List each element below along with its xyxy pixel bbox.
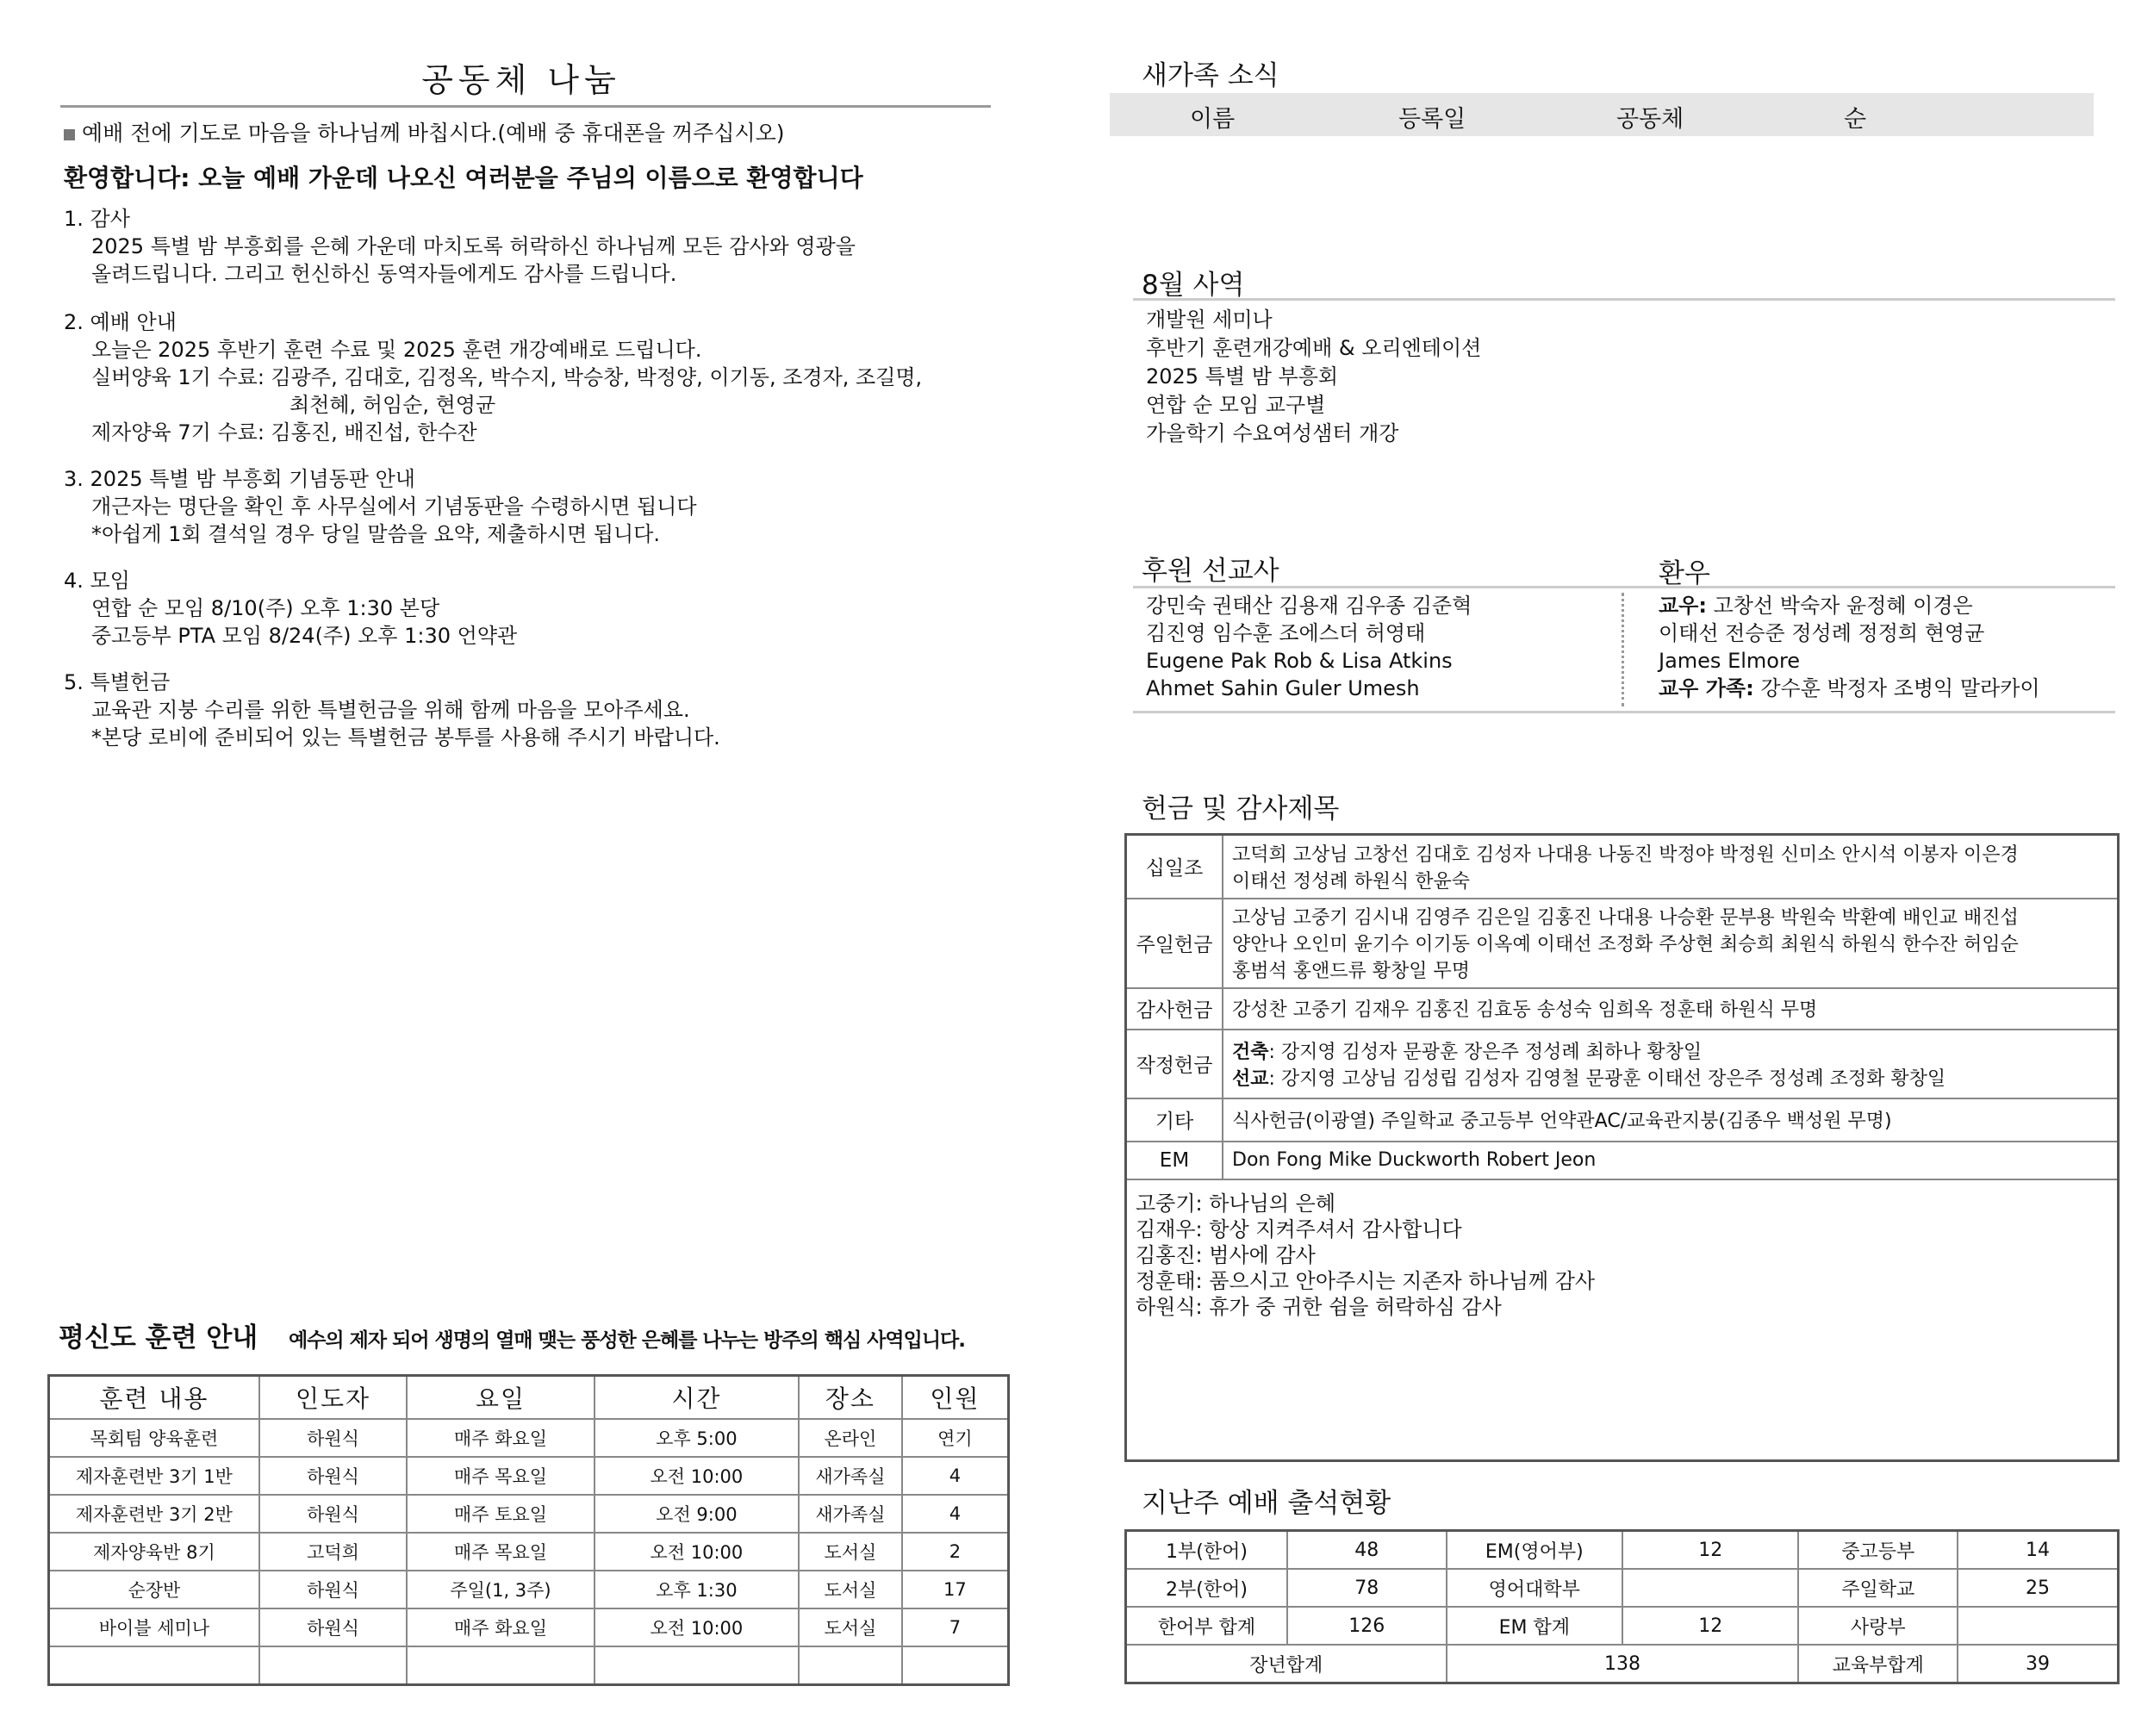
table-cell: 한어부 합계 [1126,1607,1287,1645]
table-cell: 새가족실 [799,1495,902,1533]
cell-line: 홍범석 홍앤드류 황창일 무명 [1232,961,1471,982]
announcement-line: 최천혜, 허임순, 현영균 [289,393,496,417]
table-cell: 제자훈련반 3기 2반 [49,1495,259,1533]
table-cell: 2부(한어) [1126,1569,1287,1607]
announcement-line: *아쉽게 1회 결석일 경우 당일 말씀을 요약, 제출하시면 됩니다. [91,522,660,546]
cell-line-text: : 강지영 고상님 김성립 김성자 김영철 문광훈 이태선 장은주 정성례 조정화 황창일 [1268,1067,1946,1090]
table-row [1126,988,2119,1030]
welcome-message: 환영합니다: 오늘 예배 가운데 나오신 여러분을 주님의 이름으로 환영합니다 [64,164,863,192]
list-item: 2025 특별 밤 부흥회 [1146,364,1339,389]
table-row [1126,1607,2119,1645]
list-item-text: 이태선 전승준 정성례 정정희 현영균 [1659,621,1985,645]
row-label: 주일헌금 [1126,899,1223,988]
section-divider [1133,711,2115,713]
table-cell: 순장반 [49,1571,259,1608]
column-header: 공동체 [1616,106,1684,133]
table-row [49,1419,1009,1457]
table-cell: 교육부합계 [1798,1645,1957,1683]
table-cell: 14 [1958,1531,2119,1570]
note-line: 정훈태: 품으시고 안아주시는 지존자 하나님께 감사 [1136,1268,1596,1293]
table-cell: 오전 10:00 [595,1608,799,1646]
table-cell: 중고등부 [1798,1531,1957,1570]
row-label: 감사헌금 [1126,988,1223,1030]
table-cell: 영어대학부 [1447,1569,1623,1607]
announcement-line: 2025 특별 밤 부흥회를 은혜 가운데 마치도록 허락하신 하나님께 모든 감사와 영광을 [91,234,856,258]
cell-line: 고상님 고중기 김시내 김영주 김은일 김홍진 나대용 나승환 문부용 박원숙 박환예 배인교 배진섭 [1232,907,2019,929]
announcement-line: 올려드립니다. 그리고 헌신하신 동역자들에게도 감사를 드립니다. [91,262,677,286]
list-item-text: 강수훈 박정자 조병익 말라카이 [1753,676,2040,700]
table-cell [1223,1030,2119,1098]
table-row [1126,1569,2119,1607]
table-cell: 도서실 [799,1571,902,1608]
table-cell [595,1646,799,1685]
table-cell: 17 [902,1571,1009,1608]
table-row [49,1608,1009,1646]
table-cell: 도서실 [799,1533,902,1571]
table-cell: 도서실 [799,1608,902,1646]
training-heading: 평신도 훈련 안내 [59,1322,258,1353]
table-cell [407,1646,594,1685]
square-bullet-icon [64,129,75,140]
patients-heading: 환우 [1659,558,1710,589]
announcement-line: 중고등부 PTA 모임 8/24(주) 오후 1:30 언약관 [91,624,518,648]
table-row [1126,1030,2119,1098]
prayer-note-text: 예배 전에 기도로 마음을 하나님께 바칩시다.(예배 중 휴대폰을 꺼주십시오) [82,121,785,146]
table-cell: EM 합계 [1447,1607,1623,1645]
announcement-title: 1. 감사 [64,207,130,231]
training-table [47,1374,1010,1686]
table-cell: 제자양육반 8기 [49,1533,259,1571]
column-header: 인도자 [259,1376,408,1420]
table-cell [799,1646,902,1685]
cell-line: 이태선 정성례 하원식 한윤숙 [1232,870,1471,893]
table-cell: 주일(1, 3주) [407,1571,594,1608]
row-label: EM [1126,1142,1223,1179]
table-cell: 오후 1:30 [595,1571,799,1608]
table-row [1126,1531,2119,1570]
cell-line: 식사헌금(이광열) 주일학교 중고등부 언약관AC/교육관지붕(김종우 백성원 무명) [1232,1111,1892,1132]
cell-line [1232,1064,2108,1091]
table-cell: 목회팀 양육훈련 [49,1419,259,1457]
new-family-header-bar [1110,93,2094,136]
august-ministry-heading: 8월 사역 [1142,270,1245,301]
table-row [49,1495,1009,1533]
table-cell: 7 [902,1608,1009,1646]
new-family-heading: 새가족 소식 [1142,60,1279,91]
announcement-line: 연합 순 모임 8/10(주) 오후 1:30 본당 [91,596,440,620]
table-cell: 온라인 [799,1419,902,1457]
list-item-text: 고창선 박숙자 윤정혜 이경은 [1706,594,1973,618]
table-cell: 매주 목요일 [407,1457,594,1495]
table-cell: 4 [902,1457,1009,1495]
note-line: 김재우: 항상 지켜주셔서 감사합니다 [1136,1216,1462,1241]
table-row [49,1571,1009,1608]
table-cell: 하원식 [259,1608,408,1646]
table-cell: 오전 10:00 [595,1533,799,1571]
table-cell: 매주 토요일 [407,1495,594,1533]
cell-line [1232,1037,2108,1064]
announcement-line: *본당 로비에 준비되어 있는 특별헌금 봉투를 사용해 주시기 바랍니다. [91,725,720,750]
table-cell: 78 [1287,1569,1447,1607]
table-cell [1223,899,2119,988]
list-item: 연합 순 모임 교구별 [1146,393,1326,417]
column-header: 요일 [407,1376,594,1420]
table-cell: 매주 화요일 [407,1419,594,1457]
title-divider [60,105,991,108]
announcement-line: 오늘은 2025 후반기 훈련 수료 및 2025 훈련 개강예배로 드립니다. [91,338,702,362]
table-cell: 매주 화요일 [407,1608,594,1646]
list-item-label: 교우: [1659,594,1707,618]
table-cell [902,1646,1009,1685]
announcement-3 [64,465,697,548]
cell-line: 강성찬 고중기 김재우 김홍진 김효동 송성숙 임희옥 정훈태 하원식 무명 [1232,999,1818,1021]
announcement-line: 교육관 지붕 수리를 위한 특별헌금을 위해 함께 마음을 모아주세요. [91,698,690,722]
column-header: 시간 [595,1376,799,1420]
table-cell: 12 [1622,1531,1798,1570]
cell-line-label: 건축 [1232,1041,1269,1063]
column-header: 훈련 내용 [49,1376,259,1420]
note-line: 김홍진: 범사에 감사 [1136,1242,1316,1267]
list-item: 김진영 임수훈 조에스더 허영태 [1146,621,1426,645]
announcement-5 [64,669,720,751]
table-row [1126,1098,2119,1142]
column-header: 등록일 [1398,106,1466,133]
list-item-label: 교우 가족: [1659,676,1754,700]
training-header-row [49,1376,1009,1420]
prayer-note [64,116,785,147]
table-cell: 오후 5:00 [595,1419,799,1457]
table-row [49,1533,1009,1571]
list-item: 개발원 세미나 [1146,308,1273,332]
table-cell: 12 [1622,1607,1798,1645]
table-cell [1958,1607,2119,1645]
announcement-line: 제자양육 7기 수료: 김홍진, 배진섭, 한수잔 [91,420,477,445]
column-header: 장소 [799,1376,902,1420]
announcement-line: 실버양육 1기 수료: 김광주, 김대호, 김정옥, 박수지, 박승창, 박정양, 이기동, 조경자, 조길명, [91,365,923,389]
row-label: 기타 [1126,1098,1223,1142]
announcement-2 [64,308,922,446]
cell-line: 고덕희 고상님 고창선 김대호 김성자 나대용 나동진 박정야 박정원 신미소 안시석 이봉자 이은경 [1232,843,2019,866]
table-cell: 새가족실 [799,1457,902,1495]
list-item [1659,675,2040,702]
table-row-total [1126,1645,2119,1683]
table-cell: 138 [1447,1645,1799,1683]
table-cell: 1부(한어) [1126,1531,1287,1570]
attendance-table [1124,1529,2120,1684]
table-cell: 2 [902,1533,1009,1571]
column-header: 순 [1844,106,1867,133]
missionaries-heading: 후원 선교사 [1142,556,1279,587]
column-header: 인원 [902,1376,1009,1420]
row-label: 작정헌금 [1126,1030,1223,1098]
attendance-heading: 지난주 예배 출석현황 [1142,1488,1391,1519]
column-header: 이름 [1190,106,1236,133]
table-cell: 주일학교 [1798,1569,1957,1607]
table-cell: 48 [1287,1531,1447,1570]
patients-list [1659,592,2040,702]
table-cell: 39 [1958,1645,2119,1683]
list-item [1659,592,2040,619]
table-cell [1223,1098,2119,1142]
cell-line: 양안나 오인미 윤기수 이기동 이옥예 이태선 조정화 주상현 최승희 최원식 하원식 한수잔 허임순 [1232,934,2019,955]
table-row [1126,835,2119,899]
table-row [1126,899,2119,988]
list-item-text: James Elmore [1659,649,1801,673]
august-ministry-list [1146,306,1481,448]
section-divider [1133,586,2115,588]
announcement-line: 개근자는 명단을 확인 후 사무실에서 기념동판을 수령하시면 됩니다 [91,495,697,519]
table-cell: 제자훈련반 3기 1반 [49,1457,259,1495]
table-cell [1223,988,2119,1030]
table-cell: 하원식 [259,1571,408,1608]
row-label: 십일조 [1126,835,1223,899]
announcement-title: 2. 예배 안내 [64,310,177,334]
table-row-empty [49,1646,1009,1685]
note-line: 하원식: 휴가 중 귀한 쉼을 허락하심 감사 [1136,1294,1502,1319]
table-cell [1223,835,2119,899]
table-cell: 4 [902,1495,1009,1533]
table-cell: 오전 9:00 [595,1495,799,1533]
table-cell [49,1646,259,1685]
table-cell: 연기 [902,1419,1009,1457]
thanks-notes [1126,1179,2119,1461]
announcement-title: 4. 모임 [64,569,130,593]
table-cell: 25 [1958,1569,2119,1607]
table-cell: 오전 10:00 [595,1457,799,1495]
announcement-4 [64,567,517,650]
announcement-title: 3. 2025 특별 밤 부흥회 기념동판 안내 [64,467,415,491]
list-item: Eugene Pak Rob & Lisa Atkins [1146,649,1453,673]
dotted-divider [1622,593,1624,706]
table-cell: 사랑부 [1798,1607,1957,1645]
table-cell: 하원식 [259,1495,408,1533]
list-item: 후반기 훈련개강예배 & 오리엔테이션 [1146,336,1482,360]
table-cell: 고덕희 [259,1533,408,1571]
offerings-table [1124,833,2120,1462]
table-row [1126,1142,2119,1179]
table-cell [1223,1142,2119,1179]
cell-line-text: : 강지영 김성자 문광훈 장은주 정성례 최하나 황창일 [1268,1041,1703,1063]
table-row [49,1457,1009,1495]
table-cell [1622,1569,1798,1607]
table-cell: 매주 목요일 [407,1533,594,1571]
training-description: 예수의 제자 되어 생명의 열매 맺는 풍성한 은혜를 나누는 방주의 핵심 사역입니다. [289,1329,966,1352]
list-item [1659,647,2040,675]
table-cell: 하원식 [259,1457,408,1495]
missionaries-list [1146,592,1472,702]
list-item: 가을학기 수요여성샘터 개강 [1146,421,1399,445]
table-cell: 하원식 [259,1419,408,1457]
cell-line: Don Fong Mike Duckworth Robert Jeon [1232,1149,1597,1171]
announcement-1 [64,205,856,288]
thanks-notes-row [1126,1179,2119,1461]
table-cell: 126 [1287,1607,1447,1645]
table-cell: 바이블 세미나 [49,1608,259,1646]
section-divider [1133,298,2115,301]
cell-line-label: 선교 [1232,1067,1269,1090]
list-item: 강민숙 권태산 김용재 김우종 김준혁 [1146,594,1472,618]
list-item [1659,619,2040,647]
offerings-heading: 헌금 및 감사제목 [1142,793,1340,824]
note-line: 고중기: 하나님의 은혜 [1136,1191,1335,1216]
announcement-title: 5. 특별헌금 [64,670,171,694]
table-cell [259,1646,408,1685]
list-item: Ahmet Sahin Guler Umesh [1146,676,1420,700]
page-title: 공동체 나눔 [421,61,621,99]
table-cell: EM(영어부) [1447,1531,1623,1570]
table-cell: 장년합계 [1126,1645,1447,1683]
